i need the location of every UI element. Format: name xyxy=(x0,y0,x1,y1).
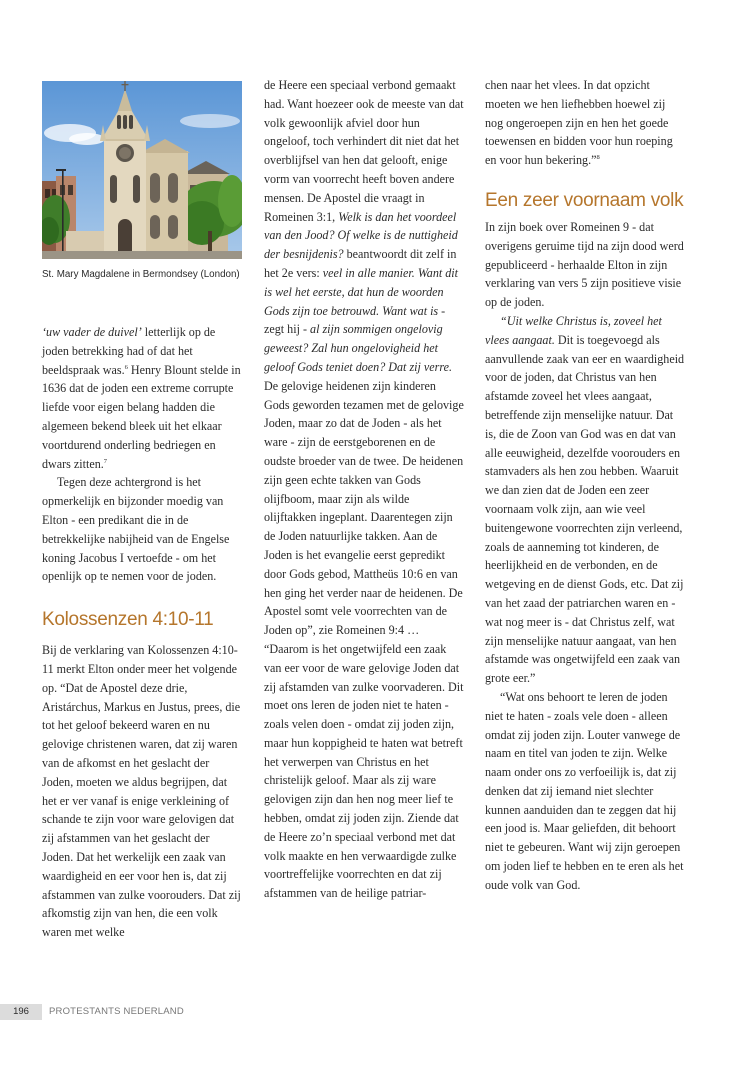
footnote-ref: 6 xyxy=(124,363,128,371)
paragraph xyxy=(264,76,464,903)
body-text: Henry Blount stelde in 1636 dat de joden een extreme corrupte liefde voor eigen belang hadden die algemeen bekend bleek uit het elkaar voortdurend onderling bedriegen en dwars zitten. xyxy=(42,362,241,471)
paragraph xyxy=(485,76,685,170)
body-text: de Heere een speciaal verbond gemaakt had. Want hoezeer ook de meeste van dat volk gewoonlijk afviel door hun ongeloof, toch verhindert dit niet dat het overblijfsel van hen dat gelooft, enige vorm van voorrecht heeft boven andere mensen. De Apostel die vraagt in Romeinen 3:1, xyxy=(264,78,464,224)
figure-caption: St. Mary Magdalene in Bermondsey (London) xyxy=(42,269,240,280)
body-text: Dit is toegevoegd als aanvullende zaak van eer en waardigheid voor de joden, dat Christus van hen afstamde zoveel het vlees aangaat, betreffende zijn menselijke natuur. Dat is, die de Zoon van God was en dat van alle eeuwigheid, dezelfde voorouders en stamvaders als hen zou hebben. Waaruit we dan zien dat de Joden een zeer voornaam volk zijn, aan wie veel buitengewone voorrechten zijn verleend, zoals de aanneming tot kinderen, de heerlijkheid en de verbonden, en de wetgeving en de dienst Gods, etc. Dat zij van het zaad der patriarchen waren en - wat nog meer is - dat Christus zelf, wat zijn menselijke natuur aangaat, van hen afstamde was ongetwijfeld een zaak van grote eer.” xyxy=(485,332,685,686)
quote-text: veel in alle manier. Want dit is wel het eerste, dat hun de woorden Gods zijn toe betrouwd. Want wat is xyxy=(264,265,459,318)
body-text: De gelovige heidenen zijn kinderen Gods geworden tezamen met de gelovige Joden, maar zo dat de Joden - als het ware - zijn de eerstgeborenen en de oudste broeder van de twee. De heidenen zijn geen echte takken van Gods olijfboom, maar zijn als wilde olijftakken ingeplant. Daarentegen zijn de Joden natuurlijke takken. Aan de Joden is het evangelie eerst gepredikt door Gods gebod, Mattheüs 10:6 en van hen ging het verder naar de heidenen. De Apostel somt vele voorrechten van de Joden op”, zie Romeinen 9:4 … “Daarom is het ongetwijfeld een zaak van eer voor de ware gelovige Joden dat zij afstamden van zulke voorvaderen. Dit moet ons leren de joden niet te haten - zoals velen doen - omdat zij joden zijn, maar hun koppigheid te haten wat betreft het verwerpen van Christus en het christelijk geloof. Maar als zij ware gelovigen zijn dan hen nog meer lief te hebben, omdat zij joden zijn. Ziende dat de Heere zo’n speciaal verbond met dat volk maakte en hen verwaardigde zulke voortreffelijke voorrechten en dat zij afstammen van de heilige patriar- xyxy=(264,378,464,901)
paragraph xyxy=(42,323,242,473)
paragraph: Tegen deze achtergrond is het opmerkelijk en bijzonder moedig van Elton - een predikant die in de betrekkelijke nabijheid van de Engelse koning Jacobus I vertoefde - om het openlijk op te nemen voor de joden. xyxy=(42,475,230,584)
quote-text: al zijn sommigen ongelovig geweest? Zal hun ongelovigheid het geloof Gods teniet doen? Dat zij verre. xyxy=(264,322,452,374)
text-column-2 xyxy=(264,76,464,903)
body-text: chen naar het vlees. In dat opzicht moeten we hen liefhebben hoewel zij nog ongeroepen zijn en hen het goede toewensen en bidden voor hun roeping en voor hun bekering.” xyxy=(485,78,673,168)
text-column-3 xyxy=(485,76,685,895)
section-heading: Een zeer voornaam volk xyxy=(485,189,684,211)
paragraph: Bij de verklaring van Kolossenzen 4:10-11 merkt Elton onder meer het volgende op. “Dat de Apostel deze drie, Aristárchus, Markus en Justus, prees, die tot het geloof bekeerd waren en nu gelovige christenen waren, dat zij waren van de afkomst en het geslacht der Joden, moeten we aldus begrijpen, dat het er ver vanaf is enige verkleining of schande te zijn voor ware gelovigen dat zij afstammen van het geslacht der Joden. Dat het werkelijk een zaak van waardigheid en eer voor hen is, dat zij afstammen van zulke voorouders. Dat zij afkomstig zijn van hen, die een volk waren met welke xyxy=(42,643,241,940)
publication-name: PROTESTANTS NEDERLAND xyxy=(49,1006,184,1017)
footnote-ref: 8 xyxy=(596,154,600,162)
quote-text: “Uit welke Christus is, zoveel het vlees aangaat. xyxy=(485,313,662,347)
quote-text: Welk is dan het voordeel van den Jood? Of welke is de nuttigheid der besnijdenis? xyxy=(264,209,458,262)
paragraph: “Wat ons behoort te leren de joden niet te haten - zoals vele doen - alleen omdat zij joden zijn. Louter vanwege de naam en titel van joden te zijn. Welke naam onder ons zo verfoeilijk is, dat zij denken dat zij iemand niet slechter kunnen aanduiden dan te zeggen dat hij een jood is. Maar geliefden, dit behoort niet te gebeuren. Want wij zijn geroepen om joden lief te hebben en te eren als het oude volk van God. xyxy=(485,689,684,892)
paragraph: In zijn boek over Romeinen 9 - dat overigens geruime tijd na zijn dood werd gepubliceerd - herhaalde Elton in zijn verklaring van vers 5 zijn positieve visie op de joden. xyxy=(485,219,684,310)
page-footer xyxy=(0,1004,300,1020)
body-text: letterlijk op de joden betrekking had of dat het beeldspraak was. xyxy=(42,325,216,377)
footnote-ref: 7 xyxy=(103,457,108,465)
paragraph xyxy=(485,312,685,688)
text-column-1 xyxy=(42,76,242,942)
page-number: 196 xyxy=(0,1004,42,1020)
section-heading: Kolossenzen 4:10-11 xyxy=(42,609,214,631)
body-text: beantwoordt dit zelf in het 2e vers: xyxy=(264,247,457,280)
body-text: - zegt hij - xyxy=(264,303,446,337)
quote-text: ‘uw vader de duivel’ xyxy=(42,325,142,339)
